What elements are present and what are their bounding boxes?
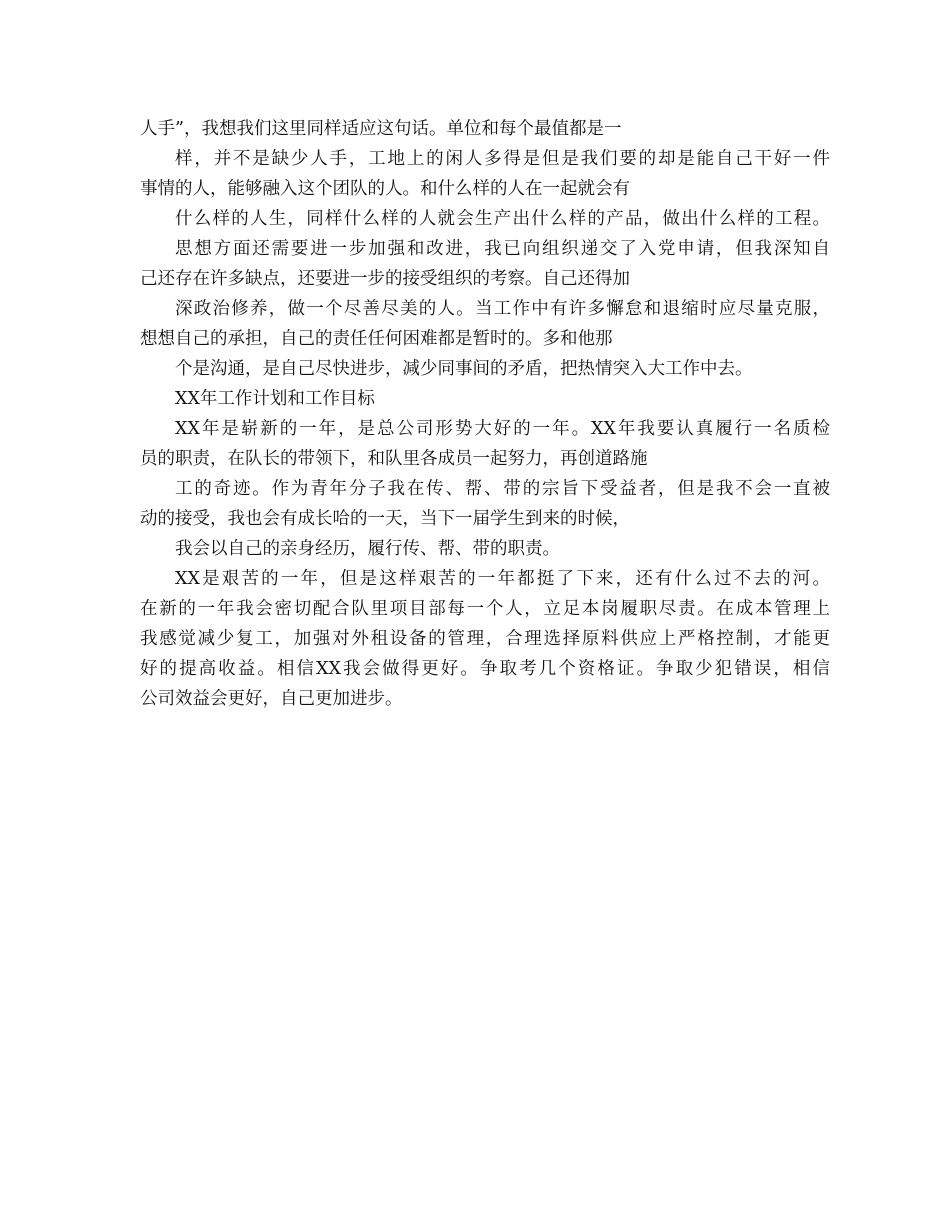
text-line: 动的接受，我也会有成长哈的一天，当下一届学生到来的时候， — [140, 509, 630, 529]
text-line: 人手”，我想我们这里同样适应这句话。单位和每个最值都是一 — [140, 119, 622, 139]
text-line: 事情的人，能够融入这个团队的人。和什么样的人在一起就会有 — [140, 179, 630, 199]
text-line: 在新的一年我会密切配合队里项目部每一个人，立足本岗履职尽责。在成本管理上 — [140, 599, 830, 619]
text-line: 深政治修养，做一个尽善尽美的人。当工作中有许多懈怠和退缩时应尽量克服， — [175, 299, 830, 319]
text-line: XX年工作计划和工作目标 — [175, 389, 375, 409]
text-line: 想想自己的承担，自己的责任任何困难都是暂时的。多和他那 — [140, 329, 613, 349]
text-line: 员的职责，在队长的带领下，和队里各成员一起努力，再创道路施 — [140, 449, 648, 469]
text-line: 个是沟通，是自己尽快进步，减少同事间的矛盾，把热情突入大工作中去。 — [175, 359, 753, 379]
text-line: 己还存在许多缺点，还要进一步的接受组织的考察。自己还得加 — [140, 269, 630, 289]
text-line: 我会以自己的亲身经历，履行传、帮、带的职责。 — [175, 539, 560, 559]
text-line: 思想方面还需要进一步加强和改进，我已向组织递交了入党申请，但我深知自 — [175, 239, 830, 259]
text-line: XX年是崭新的一年，是总公司形势大好的一年。XX年我要认真履行一名质检 — [175, 419, 830, 439]
text-line: 工的奇迹。作为青年分子我在传、帮、带的宗旨下受益者，但是我不会一直被 — [175, 479, 830, 499]
text-line: 我感觉减少复工，加强对外租设备的管理，合理选择原料供应上严格控制，才能更 — [140, 629, 830, 649]
text-line: 什么样的人生，同样什么样的人就会生产出什么样的产品，做出什么样的工程。 — [175, 209, 830, 229]
text-line: 好的提高收益。相信XX我会做得更好。争取考几个资格证。争取少犯错误，相信 — [140, 659, 830, 679]
text-line: 样，并不是缺少人手，工地上的闲人多得是但是我们要的却是能自己干好一件 — [175, 149, 830, 169]
text-line: 公司效益会更好，自己更加进步。 — [140, 689, 403, 709]
document-body — [140, 114, 830, 714]
text-line: XX是艰苦的一年，但是这样艰苦的一年都挺了下来，还有什么过不去的河。 — [175, 569, 830, 589]
